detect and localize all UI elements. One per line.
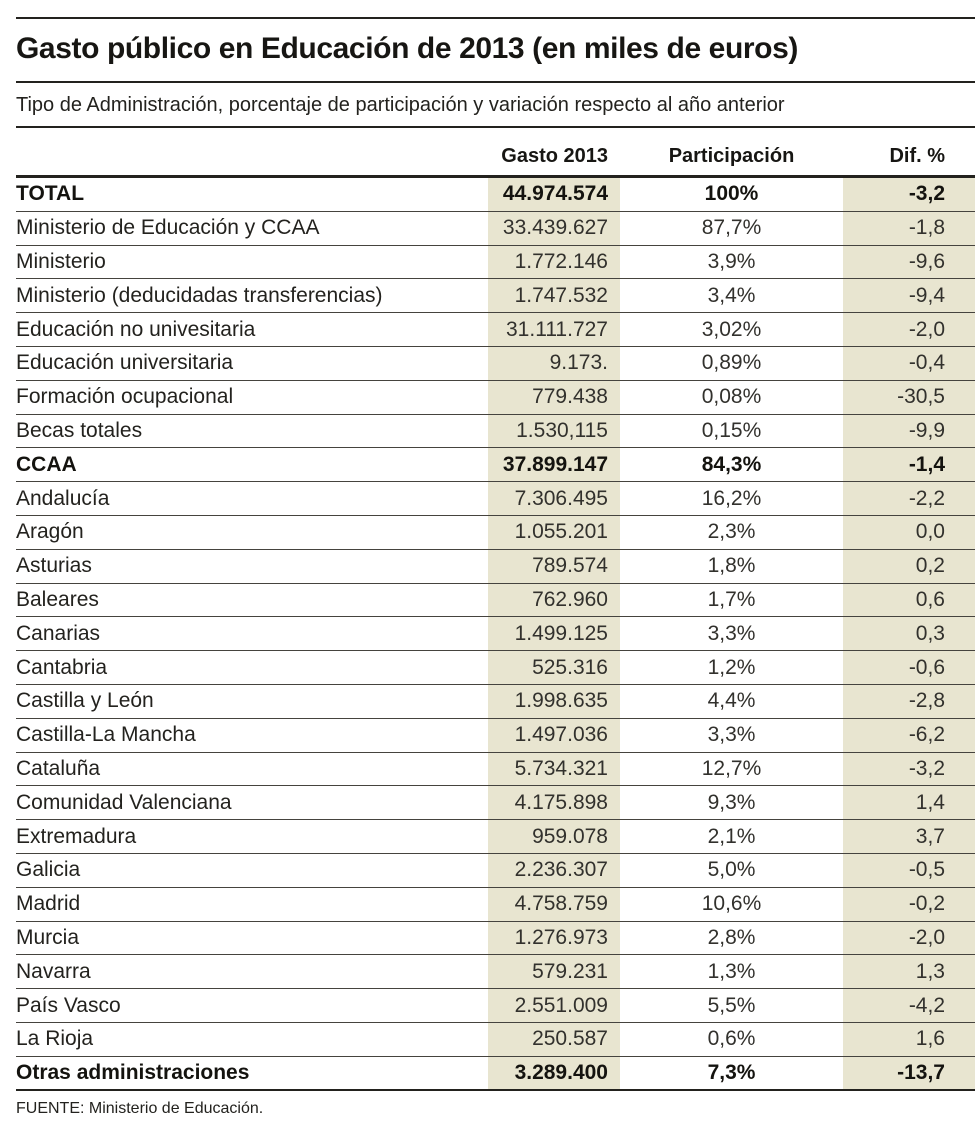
dif-cell: 0,0 (843, 516, 975, 549)
infographic-content (16, 0, 975, 1118)
column-header-participacion: Participación (668, 145, 795, 167)
row-label: Andalucía (16, 486, 110, 510)
dif-cell: -4,2 (843, 989, 975, 1022)
page-subtitle: Tipo de Administración, porcentaje de participación y variación respecto al año anterior (16, 94, 785, 116)
row-label: Ministerio (16, 249, 106, 273)
gasto-cell: 779.438 (488, 381, 620, 414)
gasto-cell: 5.734.321 (488, 753, 620, 786)
dif-cell: 0,2 (843, 550, 975, 583)
dif-cell: -6,2 (843, 719, 975, 752)
row-label: País Vasco (16, 993, 121, 1017)
gasto-cell: 2.236.307 (488, 854, 620, 887)
column-header-dif: Dif. % (889, 145, 945, 167)
participacion-cell: 1,3% (707, 959, 756, 983)
gasto-cell: 1.055.201 (488, 516, 620, 549)
participacion-cell: 0,6% (707, 1027, 756, 1051)
table-row (16, 753, 975, 787)
table-row (16, 178, 975, 212)
table-row (16, 550, 975, 584)
dif-cell: -1,4 (843, 448, 975, 481)
participacion-cell: 0,89% (701, 351, 762, 375)
row-label: Cantabria (16, 655, 108, 679)
participacion-cell: 3,02% (701, 317, 762, 341)
row-label: Canarias (16, 621, 101, 645)
table-row (16, 922, 975, 956)
gasto-cell: 789.574 (488, 550, 620, 583)
row-label: Becas totales (16, 418, 143, 442)
table-row (16, 381, 975, 415)
table-row (16, 246, 975, 280)
row-label: Galicia (16, 858, 81, 882)
dif-cell: -0,4 (843, 347, 975, 380)
gasto-cell: 9.173. (488, 347, 620, 380)
row-label: Extremadura (16, 824, 137, 848)
dif-cell: 1,6 (843, 1023, 975, 1056)
dif-cell: 0,6 (843, 584, 975, 617)
source-note: FUENTE: Ministerio de Educación. (16, 1099, 264, 1117)
gasto-cell: 4.175.898 (488, 786, 620, 819)
row-label: Formación ocupacional (16, 385, 234, 409)
row-label: Murcia (16, 925, 80, 949)
row-label: Ministerio (deducidadas transferencias) (16, 283, 383, 307)
gasto-cell: 2.551.009 (488, 989, 620, 1022)
participacion-cell: 3,4% (707, 283, 756, 307)
dif-cell: -2,8 (843, 685, 975, 718)
participacion-cell: 87,7% (701, 216, 762, 240)
participacion-cell: 84,3% (701, 452, 762, 476)
participacion-cell: 16,2% (701, 486, 762, 510)
gasto-cell: 44.974.574 (488, 178, 620, 211)
gasto-cell: 37.899.147 (488, 448, 620, 481)
table-row (16, 482, 975, 516)
table-row (16, 279, 975, 313)
row-label: Castilla y León (16, 689, 154, 713)
participacion-cell: 3,3% (707, 621, 756, 645)
dif-cell: 3,7 (843, 820, 975, 853)
dif-cell: 1,3 (843, 955, 975, 988)
table-row (16, 820, 975, 854)
gasto-cell: 3.289.400 (488, 1057, 620, 1089)
table-row (16, 719, 975, 753)
gasto-cell: 579.231 (488, 955, 620, 988)
gasto-cell: 1.998.635 (488, 685, 620, 718)
row-label: Navarra (16, 959, 91, 983)
dif-cell: -3,2 (843, 753, 975, 786)
row-label: Comunidad Valenciana (16, 790, 232, 814)
dif-cell: -2,2 (843, 482, 975, 515)
table-row (16, 584, 975, 618)
table-body (16, 178, 975, 1091)
gasto-cell: 1.530,115 (488, 415, 620, 448)
participacion-cell: 4,4% (707, 689, 756, 713)
gasto-cell: 31.111.727 (488, 313, 620, 346)
dif-cell: 0,3 (843, 617, 975, 650)
table-row (16, 617, 975, 651)
column-header-gasto: Gasto 2013 (501, 145, 608, 167)
gasto-cell: 1.747.532 (488, 279, 620, 312)
gasto-cell: 525.316 (488, 651, 620, 684)
dif-cell: 1,4 (843, 786, 975, 819)
gasto-cell: 1.497.036 (488, 719, 620, 752)
participacion-cell: 9,3% (707, 790, 756, 814)
table-row (16, 854, 975, 888)
row-label: La Rioja (16, 1027, 94, 1051)
table-row (16, 212, 975, 246)
dif-cell: -3,2 (843, 178, 975, 211)
participacion-cell: 5,0% (707, 858, 756, 882)
row-label: Aragón (16, 520, 84, 544)
gasto-cell: 33.439.627 (488, 212, 620, 245)
dif-cell: -0,6 (843, 651, 975, 684)
participacion-cell: 100% (704, 182, 759, 206)
participacion-cell: 1,8% (707, 554, 756, 578)
row-label: Cataluña (16, 756, 101, 780)
table-row (16, 1057, 975, 1091)
table-row (16, 516, 975, 550)
dif-cell: -2,0 (843, 313, 975, 346)
dif-cell: -9,9 (843, 415, 975, 448)
table-row (16, 786, 975, 820)
participacion-cell: 0,15% (701, 418, 762, 442)
table-row (16, 1023, 975, 1057)
gasto-cell: 1.772.146 (488, 246, 620, 279)
participacion-cell: 1,2% (707, 655, 756, 679)
table-row (16, 989, 975, 1023)
dif-cell: -9,4 (843, 279, 975, 312)
participacion-cell: 2,8% (707, 925, 756, 949)
gasto-cell: 1.276.973 (488, 922, 620, 955)
table-row (16, 685, 975, 719)
row-label: Educación no univesitaria (16, 317, 256, 341)
table-row (16, 888, 975, 922)
table-row (16, 651, 975, 685)
dif-cell: -9,6 (843, 246, 975, 279)
row-label: Ministerio de Educación y CCAA (16, 216, 320, 240)
table-row (16, 347, 975, 381)
participacion-cell: 2,3% (707, 520, 756, 544)
gasto-cell: 4.758.759 (488, 888, 620, 921)
gasto-cell: 959.078 (488, 820, 620, 853)
gasto-cell: 762.960 (488, 584, 620, 617)
dif-cell: -2,0 (843, 922, 975, 955)
dif-cell: -13,7 (843, 1057, 975, 1089)
table-row (16, 415, 975, 449)
participacion-cell: 3,9% (707, 249, 756, 273)
row-label: Asturias (16, 554, 92, 578)
participacion-cell: 10,6% (701, 892, 762, 916)
row-label: Educación universitaria (16, 351, 234, 375)
participacion-cell: 5,5% (707, 993, 756, 1017)
participacion-cell: 2,1% (707, 824, 756, 848)
table-header-row (16, 128, 975, 178)
table-row (16, 313, 975, 347)
dif-cell: -0,5 (843, 854, 975, 887)
dif-cell: -1,8 (843, 212, 975, 245)
row-label: Baleares (16, 587, 99, 611)
participacion-cell: 1,7% (707, 587, 756, 611)
row-label: Castilla-La Mancha (16, 723, 196, 747)
gasto-cell: 250.587 (488, 1023, 620, 1056)
dif-cell: -0,2 (843, 888, 975, 921)
participacion-cell: 3,3% (707, 723, 756, 747)
participacion-cell: 12,7% (701, 756, 762, 780)
participacion-cell: 0,08% (701, 385, 762, 409)
dif-cell: -30,5 (843, 381, 975, 414)
gasto-cell: 1.499.125 (488, 617, 620, 650)
table-row (16, 448, 975, 482)
table-row (16, 955, 975, 989)
row-label: TOTAL (16, 182, 85, 206)
participacion-cell: 7,3% (707, 1060, 756, 1084)
row-label: Otras administraciones (16, 1060, 250, 1084)
row-label: Madrid (16, 892, 81, 916)
row-label: CCAA (16, 452, 77, 476)
gasto-cell: 7.306.495 (488, 482, 620, 515)
page-title: Gasto público en Educación de 2013 (en miles de euros) (16, 32, 798, 65)
